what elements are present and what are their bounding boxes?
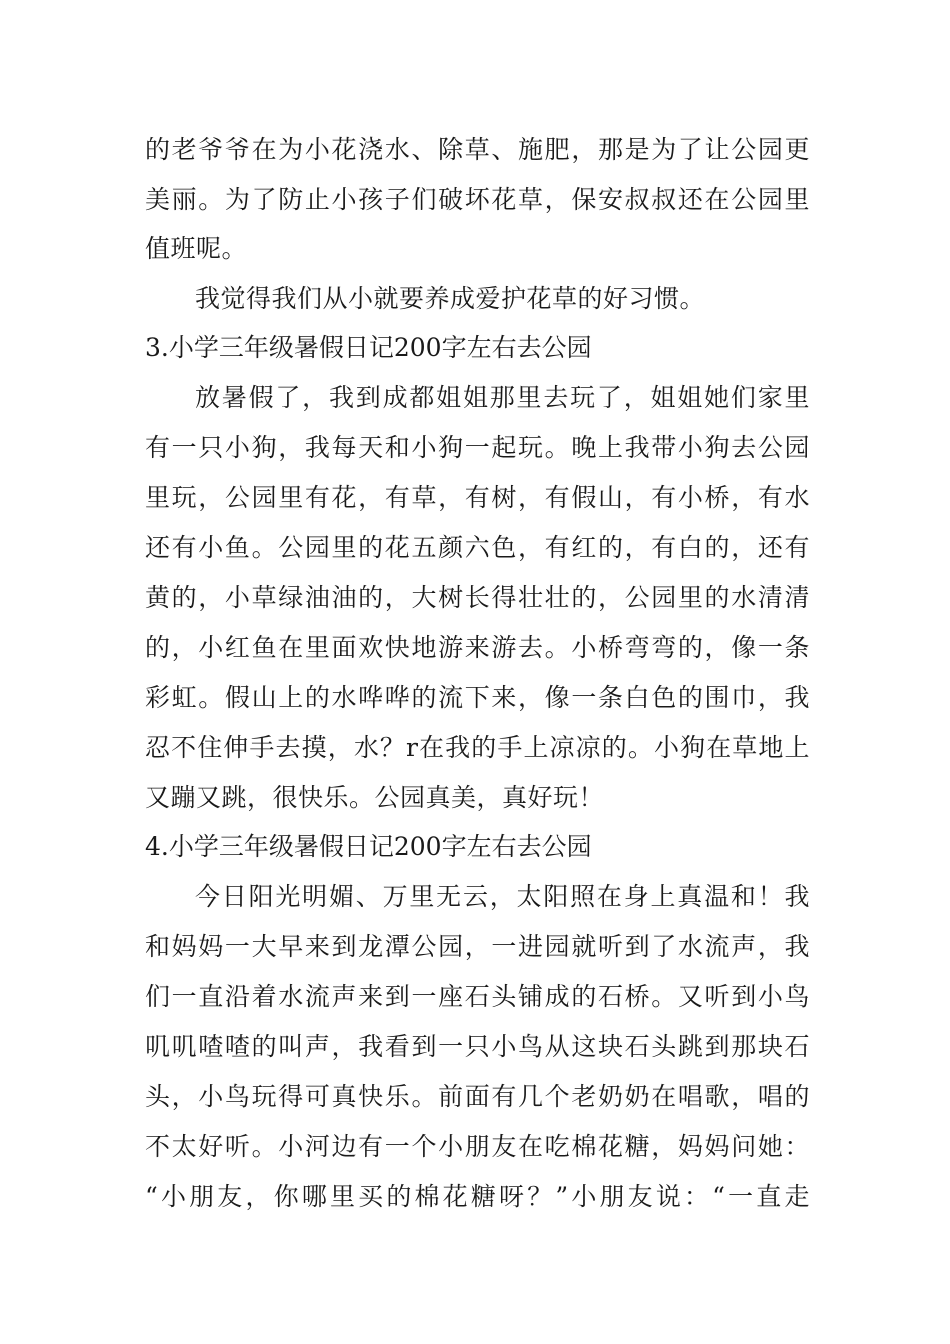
paragraph-line: “小朋友，你哪里买的棉花糖呀？”小朋友说：“一直走 [145, 1182, 810, 1211]
paragraph-line: 里玩，公园里有花，有草，有树，有假山，有小桥，有水 [145, 483, 810, 512]
paragraph-line: 美丽。为了防止小孩子们破坏花草，保安叔叔还在公园里 [145, 185, 810, 214]
paragraph-line: 彩虹。假山上的水哗哗的流下来，像一条白色的围巾，我 [145, 683, 810, 712]
paragraph-line: 还有小鱼。公园里的花五颜六色，有红的，有白的，还有 [145, 533, 810, 562]
section-heading: 4.小学三年级暑假日记200字左右去公园 [145, 832, 592, 861]
section-heading: 3.小学三年级暑假日记200字左右去公园 [145, 333, 592, 362]
paragraph-line: 今日阳光明媚、万里无云，太阳照在身上真温和！我 [195, 882, 810, 911]
paragraph-line: 不太好听。小河边有一个小朋友在吃棉花糖，妈妈问她： [145, 1132, 810, 1161]
paragraph-line: 的，小红鱼在里面欢快地游来游去。小桥弯弯的，像一条 [145, 633, 810, 662]
paragraph-line: 忍不住伸手去摸，水？r在我的手上凉凉的。小狗在草地上 [145, 733, 810, 762]
paragraph-line: 放暑假了，我到成都姐姐那里去玩了，姐姐她们家里 [195, 383, 810, 412]
paragraph-line: 们一直沿着水流声来到一座石头铺成的石桥。又听到小鸟 [145, 982, 810, 1011]
paragraph-line: 头，小鸟玩得可真快乐。前面有几个老奶奶在唱歌，唱的 [145, 1082, 810, 1111]
paragraph-line: 值班呢。 [145, 234, 248, 263]
paragraph-line: 和妈妈一大早来到龙潭公园，一进园就听到了水流声，我 [145, 932, 810, 961]
paragraph-line: 叽叽喳喳的叫声，我看到一只小鸟从这块石头跳到那块石 [145, 1032, 810, 1061]
paragraph-line: 有一只小狗，我每天和小狗一起玩。晚上我带小狗去公园 [145, 433, 810, 462]
paragraph-line: 黄的，小草绿油油的，大树长得壮壮的，公园里的水清清 [145, 583, 810, 612]
paragraph-line: 的老爷爷在为小花浇水、除草、施肥，那是为了让公园更 [145, 135, 810, 164]
paragraph-line: 我觉得我们从小就要养成爱护花草的好习惯。 [195, 284, 706, 313]
paragraph-line: 又蹦又跳，很快乐。公园真美，真好玩！ [145, 783, 605, 812]
